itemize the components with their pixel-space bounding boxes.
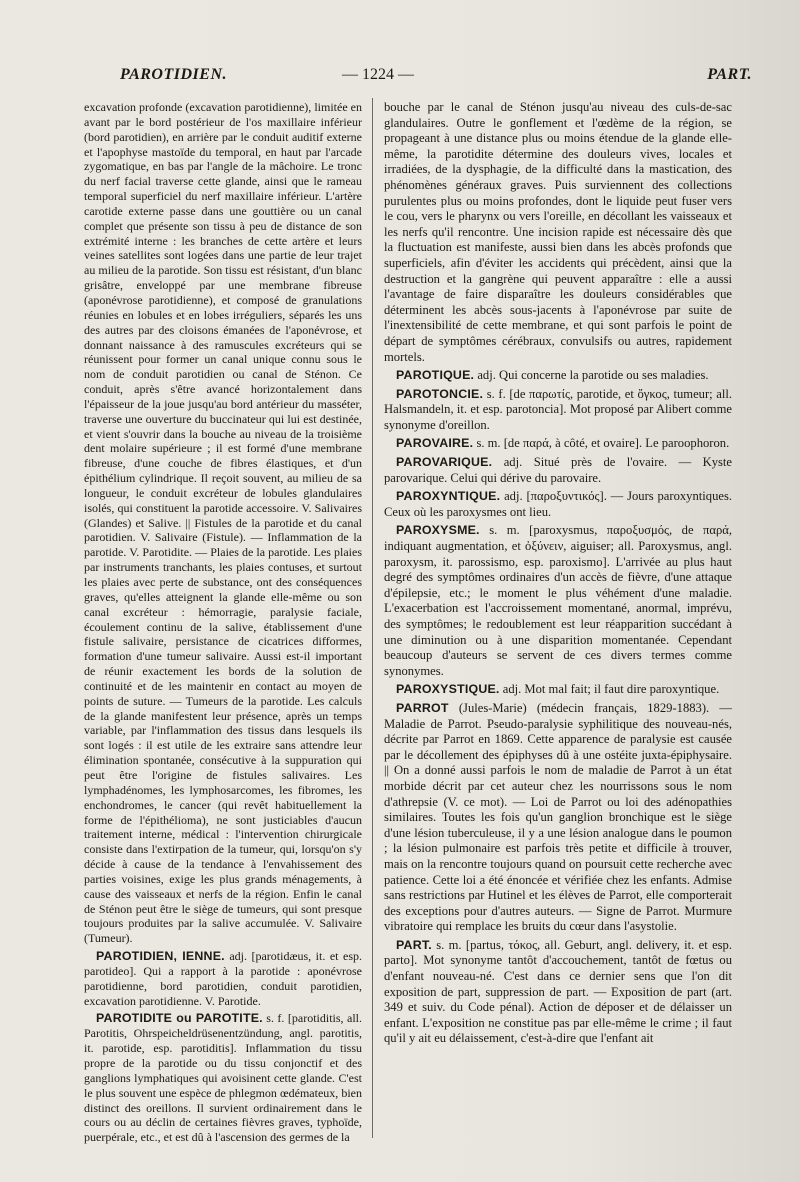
header-right-word: PART. — [707, 66, 752, 83]
definition: s. m. [de παρά, à côté, et ovaire]. Le paroophoron. — [476, 436, 730, 451]
entry-continuation: bouche par le canal de Sténon jusqu'au niveau des culs-de-sac glandulaires. Outre le gonflement et l'œdème de la région, se propageant à une distance plus ou moins étendue de la glande elle-même, la parotidite détermine des douleurs vives, locales et irradiées, de la dysphagie, de la difficulté dans la mastication, des phénomènes généraux graves. Puis surviennent des collections purulentes plus ou moins profondes, dont le liquide peut fuser vers le cou, vers le pharynx ou vers l'oreille, en décollant les vaisseaux et les nerfs qu'il rencontre. Une incision rapide est nécessaire dès que la fluctuation est manifeste, aussi bien dans les abcès profonds que superficiels, afin d'éviter les accidents qui précèdent, ainsi que la destruction et la gangrène qui peuvent apparaître : elle a aussi l'avantage de faire disparaître les douleurs considérables que déterminent les abcès sous-jacents à l'aponévrose par suite de l'inextensibilité de cette membrane, et qui sont parfois le point de départ de symptômes cérébraux, convulsifs ou autres, rapidement mortels. — [384, 100, 732, 364]
definition: adj. Mot mal fait; il faut dire paroxyntique. — [502, 682, 720, 697]
headword: PAROTIQUE. — [396, 368, 475, 383]
entry-parovaire — [384, 436, 732, 452]
headword: PAROTIDITE ou PAROTITE. — [96, 1011, 263, 1026]
definition: adj. Situé près de l'ovaire. — Kyste parovarique. Celui qui dérive du parovaire. — [384, 455, 732, 485]
entry-parrot — [384, 701, 732, 935]
entry-continuation: excavation profonde (excavation parotidienne), limitée en avant par le bord postérieur de l'os maxillaire inférieur (bord parotidien), en arrière par le conduit auditif externe et l'apophyse mastoïde du temporal, en haut par l'arcade zygomatique, en bas par l'angle de la mâchoire. Le tronc du nerf facial traverse cette glande, ainsi que le rameau temporal superficiel du nerf maxillaire inférieur. L'artère carotide externe passe dans une gouttière ou un canal complet que présente son tissu à peu de distance de son extrémité interne : les branches de cette artère et leurs veines satellites sont logées dans une partie de leur trajet au milieu de la parotide. Son tissu est résistant, d'un blanc grisâtre, enveloppé par une membrane fibreuse (aponévrose parotidienne), et composé de granulations réunies en lobules et en lobes irréguliers, séparés les uns des autres par des cloisons émanées de l'aponévrose, et donnant naissance à des ramuscules excréteurs qui se réunissent pour former un canal unique connu sous le nom de conduit parotidien ou canal de Sténon. Ce conduit, après s'être avancé horizontalement dans l'épaisseur de la joue jusqu'au bord antérieur du masséter, traverse une ouverture du buccinateur qui lui est destinée, et vient s'ouvrir dans la bouche au niveau de la troisième dent molaire supérieure ; il est formé d'une membrane fibreuse, d'une couche de fibres élastiques, et d'un épithélium cylindrique. Il reçoit souvent, au milieu de sa longueur, le conduit excréteur de lobules glandulaires isolés, qui constituent la parotide accessoire. V. Salivaires (Glandes) et Salive. || Fistules de la parotide et du canal parotidien. V. Salivaire (Fistule). — Inflammation de la parotide. V. Parotidite. — Plaies de la parotide. Les plaies par instruments tranchants, les plaies contuses, et surtout les plaies avec perte de substance, ont des conséquences graves, qu'elles atteignent la glande elle-même ou son canal excréteur : hémorragie, paralysie faciale, écoulement continu de la salive, établissement d'une fistule salivaire, persistance de cicatrices difformes, formation d'une tumeur salivaire. Aussi est-il important de réunir exactement les bords de la solution de continuité et de les maintenir en contact au moyen de points de suture. — Tumeurs de la parotide. Les calculs de la glande manifestent leur présence, après un temps variable, par l'inflammation des tissus dans lesquels ils sont logés : il est utile de les extraire sans attendre leur élimination spontanée, consécutive à la suppuration qui peut être l'origine de fistules salivaires. Les lymphadénomes, les lymphosarcomes, les fibromes, les enchondromes, le cancer (qui revêt habituellement la forme de l'épithélioma), ne sont justiciables d'aucun traitement interne, médical : l'intervention chirurgicale consiste dans l'extirpation de la tumeur, qui, lorsqu'on s'y décide à cause de la tendance à l'envahissement des parties voisines, exige les plus grands ménagements, à cause des vaisseaux et nerfs de la région. Enfin le canal de Sténon peut être le siège de tumeurs, qui sont presque toujours produites par la salive accumulée. V. Salivaire (Tumeur). — [84, 100, 362, 946]
headword: PAROTONCIE. — [396, 386, 484, 401]
running-header — [112, 62, 752, 92]
definition: s. m. [partus, τόκος, all. Geburt, angl. delivery, it. et esp. parto]. Mot synonyme tantôt d'accouchement, tantôt de fœtus ou d'enfant nouveau-né. C'est dans ce dernier sens que l'on dit exposition de part, suppression de part. — Exposition de part (art. 349 et suiv. du Code pénal). Action de déposer et de délaisser un enfant. L'exposition ne constitue pas par elle-même le crime ; il faut qu'il y ait eu délaissement, c'est-à-dire que l'enfant ait — [384, 937, 733, 1046]
headword: PAROXYSTIQUE. — [396, 682, 500, 697]
left-column — [84, 100, 362, 1148]
headword: PART. — [396, 937, 432, 952]
definition: s. f. [parotiditis, all. Parotitis, Ohrspeicheldrüsenentzündung, angl. parotitis, it. parotide, esp. parotiditis]. Inflammation du tissu propre de la parotide ou du tissu conjonctif et des ganglions lymphatiques qui avoisinent cette glande. C'est le plus souvent une espèce de phlegmon œdémateux, bien distinct des oreillons. Il survient ordinairement dans le cours ou au déclin de certaines fièvres graves, typhoïde, puerpérale, etc., et est dû à l'ascension des germes de la — [84, 1011, 362, 1145]
right-column — [384, 100, 732, 1050]
header-left-word: PAROTIDIEN. — [120, 66, 227, 83]
headword: PAROVARIQUE. — [396, 455, 493, 470]
column-divider — [372, 98, 373, 1138]
entry-paroxyntique — [384, 489, 732, 520]
definition: adj. [parotidæus, it. et esp. parotideo]. Qui a rapport à la parotide : aponévrose parotidienne, bord parotidien, conduit parotidien, excavation parotidienne. V. Parotide. — [84, 949, 362, 1008]
definition: s. m. [paroxysmus, παροξυσμός, de παρά, indiquant augmentation, et ὀξύνειν, aiguiser; all. Paroxysmus, angl. paroxysm, it. parossismo, esp. paroxismo]. L'arrivée au plus haut degré des symptômes ordinaires d'un accès de fièvre, d'une attaque d'épilepsie, etc.; le moment le plus véhément d'une maladie. L'exacerbation est l'accroissement momentané, anormal, imprévu, des symptômes; le redoublement est leur réapparition succédant à une diminution ou à une disparition momentanée. Cependant beaucoup d'auteurs se servent de ces divers termes comme synonymes. — [384, 523, 732, 678]
entry-parotique — [384, 368, 732, 384]
definition: adj. Qui concerne la parotide ou ses maladies. — [477, 368, 709, 383]
headword: PAROVAIRE. — [396, 436, 474, 451]
definition: adj. [παροξυντικός]. — Jours paroxyntiques. Ceux où les paroxysmes ont lieu. — [384, 489, 732, 519]
entry-parotidite — [84, 1011, 362, 1145]
headword: PARROT — [396, 700, 449, 715]
page-number: — 1224 — — [342, 66, 414, 83]
headword: PAROXYSME. — [396, 523, 480, 538]
headword: PAROTIDIEN, IENNE. — [96, 949, 225, 964]
definition: (Jules-Marie) (médecin français, 1829-1883). — Maladie de Parrot. Pseudo-paralysie syphilitique des nouveau-nés, décrite par Parrot en 1869. Cette apparence de paralysie est causée par le décollement des épiphyses dû à une ostéite juxta-épiphysaire. || On a donné aussi parfois le nom de maladie de Parrot à un état morbide décrit par cet auteur chez les nourrissons sous le nom d'athrepsie (V. ce mot). — Loi de Parrot ou loi des adénopathies similaires. Toutes les fois qu'un ganglion bronchique est le siège d'une lésion tuberculeuse, il y a une lésion analogue dans le poumon ; la lésion pulmonaire est parfois très petite et difficile à trouver, mais on la rencontre toujours quand on poursuit cette recherche avec patience. Cette loi a été énoncée et vérifiée chez les enfants. Admise sans restrictions par Hutinel et les élèves de Parrot, elle comporterait des exceptions pour d'autres auteurs. — Signe de Parrot. Murmure vibratoire qui remplace les bruits du cœur dans l'asystolie. — [384, 700, 733, 934]
entry-parovarique — [384, 455, 732, 486]
entry-paroxysme — [384, 523, 732, 679]
headword: PAROXYNTIQUE. — [396, 489, 501, 504]
entry-part — [384, 938, 732, 1047]
definition: s. f. [de παρωτίς, parotide, et ὄγκος, tumeur; all. Halsmandeln, it. et esp. parotoncia]. Mot proposé par Alibert comme synonyme d'oreillon. — [384, 386, 733, 432]
entry-parotidien — [84, 949, 362, 1008]
entry-parotoncie — [384, 387, 732, 434]
entry-paroxystique — [384, 682, 732, 698]
